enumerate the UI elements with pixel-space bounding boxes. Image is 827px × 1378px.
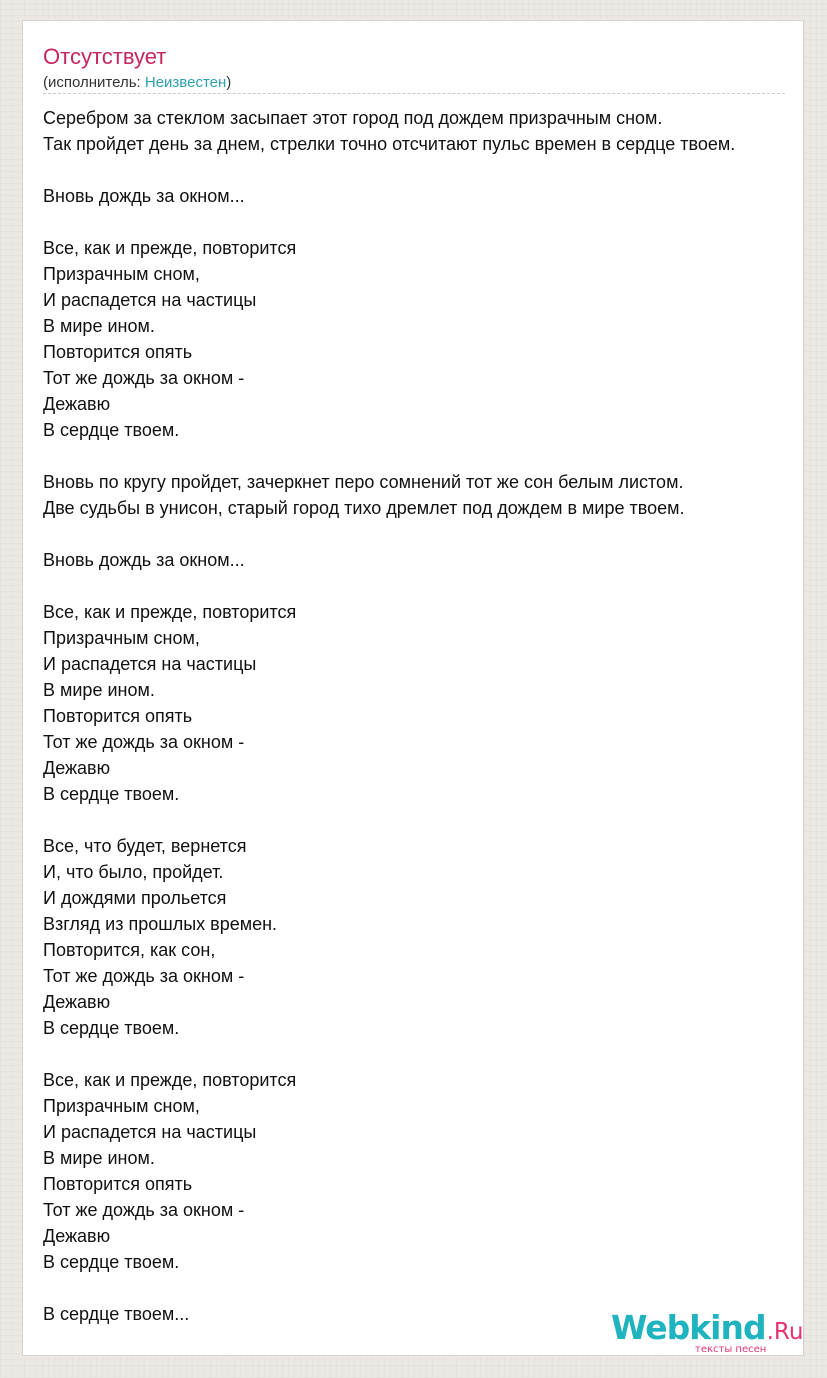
lyric-line: Повторится, как сон, [43, 940, 216, 960]
stanza-break [43, 1275, 827, 1301]
lyric-line: И дождями прольется [43, 888, 227, 908]
artist-prefix: (исполнитель: [43, 74, 145, 91]
lyric-line: Дежавю [43, 758, 111, 778]
stanza-break [43, 443, 827, 469]
logo-wordmark: Webkind [611, 1308, 766, 1347]
lyric-line: Дежавю [43, 992, 111, 1012]
lyric-line: Вновь дождь за окном... [43, 186, 245, 206]
lyric-line: Призрачным сном, [43, 264, 200, 284]
stanza-break [43, 573, 827, 599]
lyric-line: Тот же дождь за окном - [43, 966, 245, 986]
stanza-break [43, 1041, 827, 1067]
lyric-line: Серебром за стеклом засыпает этот город под дождем призрачным сном. [43, 108, 663, 128]
lyric-line: И распадется на частицы [43, 1122, 257, 1142]
stanza-break [43, 157, 827, 183]
lyric-line: Дежавю [43, 394, 111, 414]
lyric-line: Вновь дождь за окном... [43, 550, 245, 570]
lyric-line: И, что было, пройдет. [43, 862, 224, 882]
lyric-line: Тот же дождь за окном - [43, 1200, 245, 1220]
lyric-line: В мире ином. [43, 1148, 155, 1168]
lyric-line: Взгляд из прошлых времен. [43, 914, 278, 934]
lyric-line: Повторится опять [43, 706, 193, 726]
title-divider [43, 93, 785, 94]
lyric-line: Призрачным сном, [43, 1096, 200, 1116]
lyric-line: Призрачным сном, [43, 628, 200, 648]
lyric-line: И распадется на частицы [43, 654, 257, 674]
artist-link[interactable]: Неизвестен [144, 74, 227, 91]
lyric-line: Дежавю [43, 1226, 111, 1246]
logo-domain: .Ru [766, 1319, 804, 1345]
lyric-line: В мире ином. [43, 316, 155, 336]
lyric-line: И распадется на частицы [43, 290, 257, 310]
lyric-line: Повторится опять [43, 1174, 193, 1194]
stanza-break [43, 807, 827, 833]
lyric-line: В сердце твоем... [43, 1304, 190, 1324]
lyric-line: В сердце твоем. [43, 420, 180, 440]
lyrics-card [22, 20, 804, 1356]
lyric-line: Тот же дождь за окном - [43, 732, 245, 752]
artist-suffix: ) [226, 74, 232, 91]
lyric-line: Две судьбы в унисон, старый город тихо дремлет под дождем в мире твоем. [43, 498, 685, 518]
site-logo[interactable] [611, 1308, 804, 1355]
stanza-break [43, 521, 827, 547]
lyrics-text [43, 105, 827, 1327]
lyric-line: Все, что будет, вернется [43, 836, 247, 856]
lyric-line: В сердце твоем. [43, 784, 180, 804]
stanza-break [43, 209, 827, 235]
lyric-line: Все, как и прежде, повторится [43, 602, 297, 622]
lyric-line: В мире ином. [43, 680, 155, 700]
artist-line [43, 73, 231, 93]
lyric-line: Вновь по кругу пройдет, зачеркнет перо сомнений тот же сон белым листом. [43, 472, 684, 492]
logo-tagline: тексты песен [695, 1344, 767, 1355]
lyric-line: В сердце твоем. [43, 1252, 180, 1272]
lyric-line: Все, как и прежде, повторится [43, 1070, 297, 1090]
lyric-line: В сердце твоем. [43, 1018, 180, 1038]
lyric-line: Так пройдет день за днем, стрелки точно отсчитают пульс времен в сердце твоем. [43, 134, 736, 154]
lyric-line: Тот же дождь за окном - [43, 368, 245, 388]
song-title: Отсутствует [43, 44, 167, 69]
lyric-line: Все, как и прежде, повторится [43, 238, 297, 258]
lyric-line: Повторится опять [43, 342, 193, 362]
